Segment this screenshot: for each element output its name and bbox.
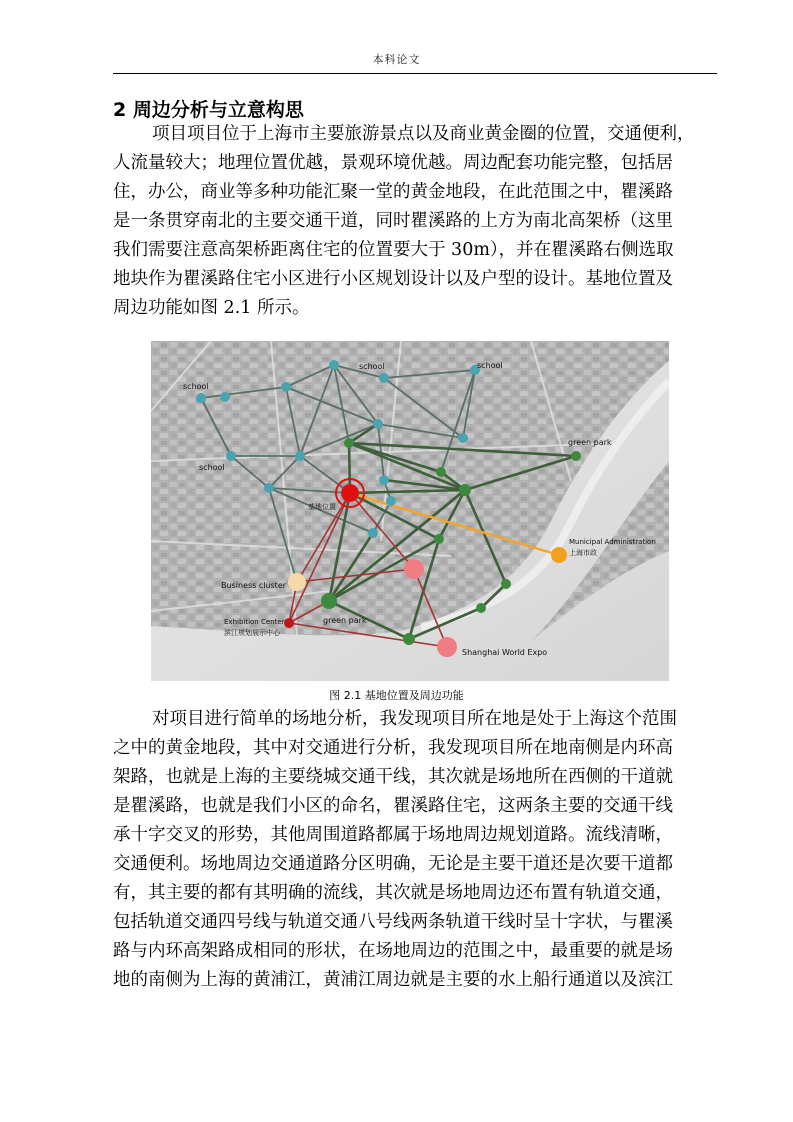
- paragraph-line: 包括轨道交通四号线与轨道交通八号线两条轨道干线时呈十字状，与瞿溪: [113, 912, 673, 932]
- paragraph-line: 人流量较大；地理位置优越，景观环境优越。周边配套功能完整，包括居: [113, 153, 673, 173]
- running-header: 本科论文: [372, 53, 421, 66]
- park-node: [476, 603, 486, 613]
- paragraph-line: 是瞿溪路，也就是我们小区的命名，瞿溪路住宅，这两条主要的交通干线: [113, 796, 673, 816]
- label-green-park-bottom: green park: [323, 616, 367, 625]
- paragraph-line: 是一条贯穿南北的主要交通干道，同时瞿溪路的上方为南北高架桥（这里: [113, 211, 673, 231]
- paragraph-line: 周边功能如图 2.1 所示。: [113, 298, 310, 318]
- paragraph-line: 项目项目位于上海市主要旅游景点以及商业黄金圈的位置，交通便利，: [152, 124, 695, 144]
- site-node: [341, 484, 359, 502]
- paragraph-line: 我们需要注意高架桥距离住宅的位置要大于 30m），并在瞿溪路右侧选取: [113, 240, 674, 260]
- park-node: [459, 484, 471, 496]
- municipal-node: [551, 547, 567, 563]
- paragraph-line: 路与内环高架路成相同的形状，在场地周边的范围之中，最重要的就是场: [113, 941, 673, 961]
- business-node: [288, 573, 306, 591]
- paragraph-line: 架路，也就是上海的主要绕城交通干线，其次就是场地所在西侧的干道就: [113, 767, 673, 787]
- park-node: [321, 593, 337, 609]
- school-node: [264, 483, 274, 493]
- paragraph-line: 地块作为瞿溪路住宅小区进行小区规划设计以及户型的设计。基地位置及: [113, 269, 673, 289]
- label-green-park-right: green park: [568, 438, 612, 447]
- school-node: [373, 419, 383, 429]
- label-municipal-cn: 上海市政: [569, 549, 597, 557]
- label-exhibition-cn: 滨江规划展示中心: [224, 629, 280, 637]
- label-municipal-en: Municipal Administration: [569, 538, 656, 546]
- exhibition-node: [284, 618, 294, 628]
- park-node: [501, 579, 511, 589]
- school-node: [220, 392, 230, 402]
- label-school-top2: school: [477, 361, 503, 370]
- school-node: [379, 475, 389, 485]
- header-rule: [113, 73, 717, 74]
- label-school-top1: school: [359, 362, 385, 371]
- paragraph-2: [113, 705, 717, 995]
- paragraph-line: 交通便利。场地周边交通道路分区明确，无论是主要干道还是次要干道都: [113, 854, 673, 874]
- school-node: [281, 382, 291, 392]
- school-node: [329, 360, 339, 370]
- paragraph-1: [113, 120, 717, 323]
- section-heading: 2 周边分析与立意构思: [113, 99, 304, 121]
- label-expo: Shanghai World Expo: [462, 648, 548, 657]
- school-node: [196, 393, 206, 403]
- paragraph-line: 地的南侧为上海的黄浦江，黄浦江周边就是主要的水上船行通道以及滨江: [113, 970, 673, 990]
- label-exhibition-en: Exhibition Center: [224, 618, 285, 626]
- park-node: [436, 467, 446, 477]
- school-node: [379, 373, 389, 383]
- school-node: [386, 496, 396, 506]
- school-node: [226, 451, 236, 461]
- expo-node: [437, 637, 457, 657]
- paragraph-line: 住，办公，商业等多种功能汇聚一堂的黄金地段，在此范围之中，瞿溪路: [113, 182, 673, 202]
- paragraph-line: 之中的黄金地段，其中对交通进行分析，我发现项目所在地南侧是内环高: [113, 738, 673, 758]
- park-node: [571, 451, 581, 461]
- site-analysis-map: [151, 341, 669, 681]
- paragraph-line: 有，其主要的都有其明确的流线，其次就是场地周边还布置有轨道交通，: [113, 883, 673, 903]
- park-node: [403, 633, 415, 645]
- park-node: [344, 438, 354, 448]
- school-node: [368, 528, 378, 538]
- site-analysis-figure: [151, 341, 669, 681]
- park-node: [434, 534, 444, 544]
- label-school-left1: school: [183, 382, 209, 391]
- paragraph-line: 对项目进行简单的场地分析，我发现项目所在地是处于上海这个范围: [152, 709, 677, 729]
- school-node: [458, 433, 468, 443]
- expo-node: [404, 559, 424, 579]
- school-node: [295, 451, 305, 461]
- figure-caption: 图 2.1 基地位置及周边功能: [329, 689, 464, 702]
- paragraph-line: 承十字交叉的形势，其他周围道路都属于场地周边规划道路。流线清晰，: [113, 825, 673, 845]
- label-school-left2: school: [199, 463, 225, 472]
- label-business-cluster: Business cluster: [221, 581, 287, 590]
- label-site: 基地位置: [308, 503, 336, 511]
